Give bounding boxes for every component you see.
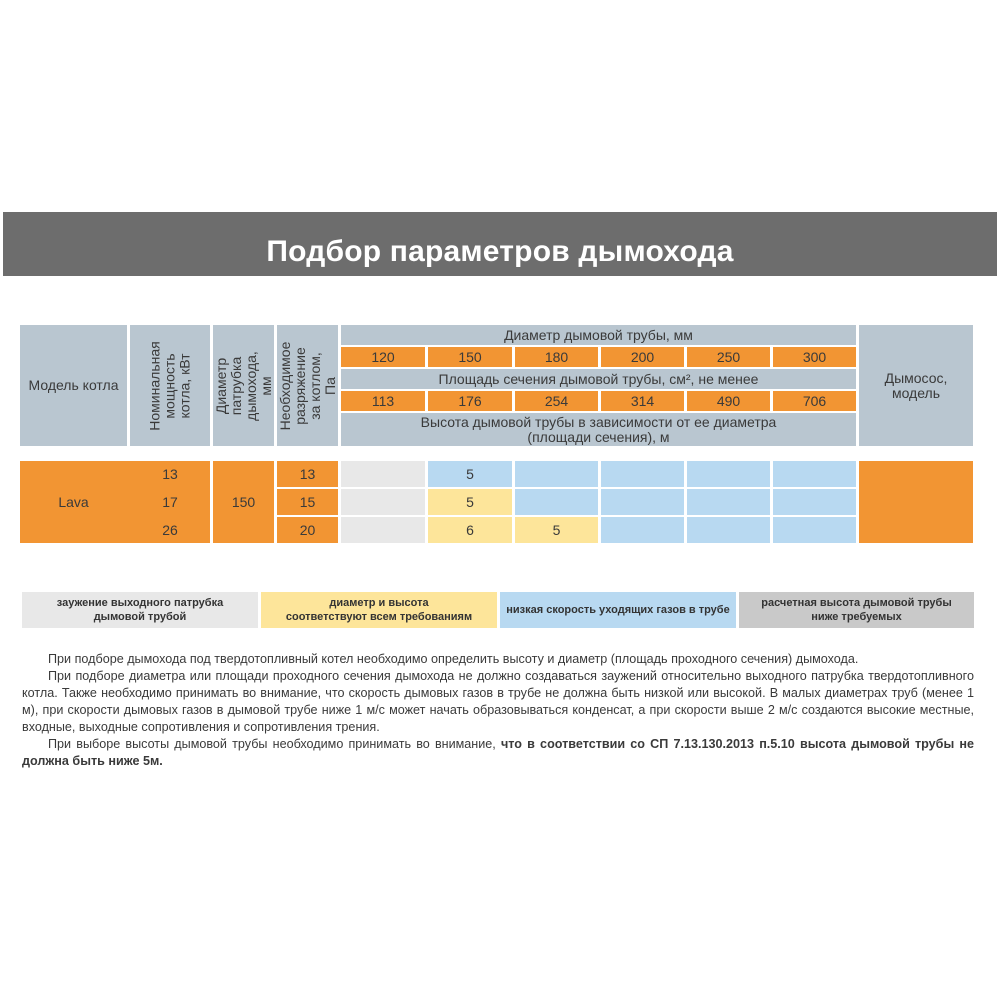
draft-cell: 13 xyxy=(277,461,338,487)
height-cell xyxy=(773,461,856,487)
power-cell: 26 xyxy=(130,517,210,543)
header-area-title: Площадь сечения дымовой трубы, см², не менее xyxy=(341,369,856,389)
height-cell: 6 xyxy=(428,517,512,543)
power-cell: 13 xyxy=(130,461,210,487)
area-cell: 706 xyxy=(773,391,856,411)
diameter-cell: 300 xyxy=(773,347,856,367)
area-cell: 176 xyxy=(428,391,512,411)
height-cell: 5 xyxy=(428,461,512,487)
height-cell xyxy=(773,489,856,515)
area-cell: 490 xyxy=(687,391,770,411)
height-cell xyxy=(341,517,425,543)
legend-low-height: расчетная высота дымовой трубы ниже требуемых xyxy=(739,592,974,628)
height-cell xyxy=(601,461,684,487)
height-cell xyxy=(687,517,770,543)
page-title: Подбор параметров дымохода xyxy=(266,235,734,268)
height-cell xyxy=(601,489,684,515)
diameter-cell: 150 xyxy=(428,347,512,367)
note-paragraph-2: При подборе диаметра или площади проходного сечения дымохода не должно создаваться заужений относительно выходного патрубка твердотопливного котла. Также необходимо принимать во внимание, что скорость дымовых газов в трубе не должна быть низкой или высокой. В малых диаметрах труб (менее 1 м), при скорости дымовых газов в дымовой трубе ниже 1 м/с может начать образовываться конденсат, а при скорости выше 2 м/с создаются высокие местные, входные, выходные сопротивления и сопротивления трения. xyxy=(22,669,974,734)
title-bar xyxy=(3,212,997,276)
height-cell xyxy=(341,489,425,515)
note-paragraph-3-start: При выборе высоты дымовой трубы необходимо принимать во внимание, xyxy=(48,737,496,751)
legend-ok: диаметр и высота соответствуют всем требованиям xyxy=(261,592,497,628)
diameter-cell: 180 xyxy=(515,347,598,367)
model-name: Lava xyxy=(58,493,89,510)
header-nozzle-label: Диаметр патрубка дымохода, мм xyxy=(213,350,274,421)
height-cell xyxy=(687,461,770,487)
area-cell: 314 xyxy=(601,391,684,411)
area-cell: 113 xyxy=(341,391,425,411)
note-paragraph-1: При подборе дымохода под твердотопливный котел необходимо определить высоту и диаметр (площадь проходного сечения) дымохода. xyxy=(48,652,859,666)
header-fan: Дымосос, модель xyxy=(859,325,973,446)
header-draft-label: Необходимое разряжение за котлом, Па xyxy=(277,341,338,430)
area-cell: 254 xyxy=(515,391,598,411)
notes xyxy=(22,651,974,770)
header-nozzle xyxy=(213,325,274,446)
diameter-cell: 200 xyxy=(601,347,684,367)
draft-cell: 15 xyxy=(277,489,338,515)
diameter-cell: 120 xyxy=(341,347,425,367)
note-paragraph-3-bold: что в соответствии со СП 7.13.130.2013 п.5.10 высота дымовой трубы не должна быть ниже 5м. xyxy=(22,737,974,768)
height-cell xyxy=(687,489,770,515)
header-diameter-title: Диаметр дымовой трубы, мм xyxy=(341,325,856,345)
power-cell: 17 xyxy=(130,489,210,515)
height-cell xyxy=(515,489,598,515)
draft-cell: 20 xyxy=(277,517,338,543)
height-cell xyxy=(773,517,856,543)
header-draft xyxy=(277,325,338,446)
nozzle-cell: 150 xyxy=(213,461,274,543)
header-power-label: Номинальная мощность котла, кВт xyxy=(146,340,193,431)
header-height-title: Высота дымовой трубы в зависимости от ее диаметра (площади сечения), м xyxy=(341,413,856,446)
legend-low-speed: низкая скорость уходящих газов в трубе xyxy=(500,592,736,628)
diameter-cell: 250 xyxy=(687,347,770,367)
header-power xyxy=(130,325,210,446)
height-cell xyxy=(341,461,425,487)
height-cell: 5 xyxy=(428,489,512,515)
height-cell: 5 xyxy=(515,517,598,543)
header-model: Модель котла xyxy=(20,325,127,446)
height-cell xyxy=(515,461,598,487)
legend-narrowing: заужение выходного патрубка дымовой трубой xyxy=(22,592,258,628)
height-cell xyxy=(601,517,684,543)
fan-cell xyxy=(859,461,973,543)
note-paragraph-3 xyxy=(22,736,974,770)
